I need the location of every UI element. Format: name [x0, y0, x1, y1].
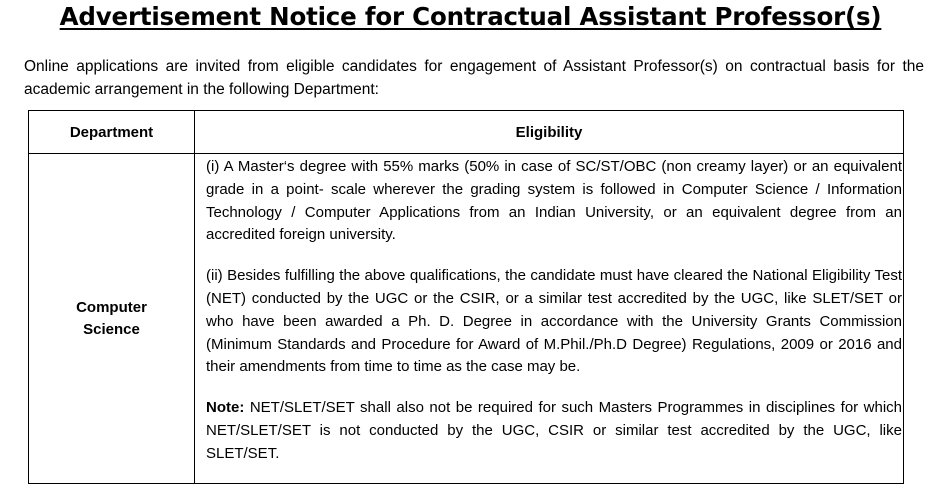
note-text: NET/SLET/SET shall also not be required for such Masters Programmes in disciplines for which NET/SLET/SET is not conducted by the UGC, CSIR or similar test accredited by the UGC, like SLET/SET. [206, 399, 902, 462]
eligibility-table [28, 110, 904, 484]
department-name-line2: Science [83, 320, 140, 338]
eligibility-criterion-2: (ii) Besides fulfilling the above qualifications, the candidate must have cleared the National Eligibility Test (NET) conducted by the UGC or the CSIR, or a similar test accredited by the UGC, like SLET/SET or who have been awarded a Ph. D. Degree in accordance with the University Grants Commission (Minimum Standards and Procedure for Award of M.Phil./Ph.D Degree) Regulations, 2009 or 2016 and their amendments from time to time as the case may be. [206, 267, 902, 376]
notice-title: Advertisement Notice for Contractual Assistant Professor(s) [59, 2, 882, 31]
intro-paragraph: Online applications are invited from eligible candidates for engagement of Assistant Professor(s) on contractual basis for the academic arrangement in the following Department: [24, 58, 924, 98]
eligibility-column-header: Eligibility [195, 111, 904, 154]
department-cell [29, 154, 195, 484]
eligibility-criterion-1: (i) A Master‘s degree with 55% marks (50% in case of SC/ST/OBC (non creamy layer) or an equivalent grade in a point- scale wherever the grading system is followed in Computer Science / Information Technology / Computer Applications from an Indian University, or an equivalent degree from an accredited foreign university. [206, 158, 902, 244]
eligibility-cell [195, 154, 904, 484]
note-label: Note: [206, 399, 245, 417]
department-column-header: Department [29, 111, 195, 154]
table-header-row [29, 111, 904, 154]
department-name-line1: Computer [76, 298, 147, 316]
table-row [29, 154, 904, 484]
eligibility-note [206, 397, 902, 465]
